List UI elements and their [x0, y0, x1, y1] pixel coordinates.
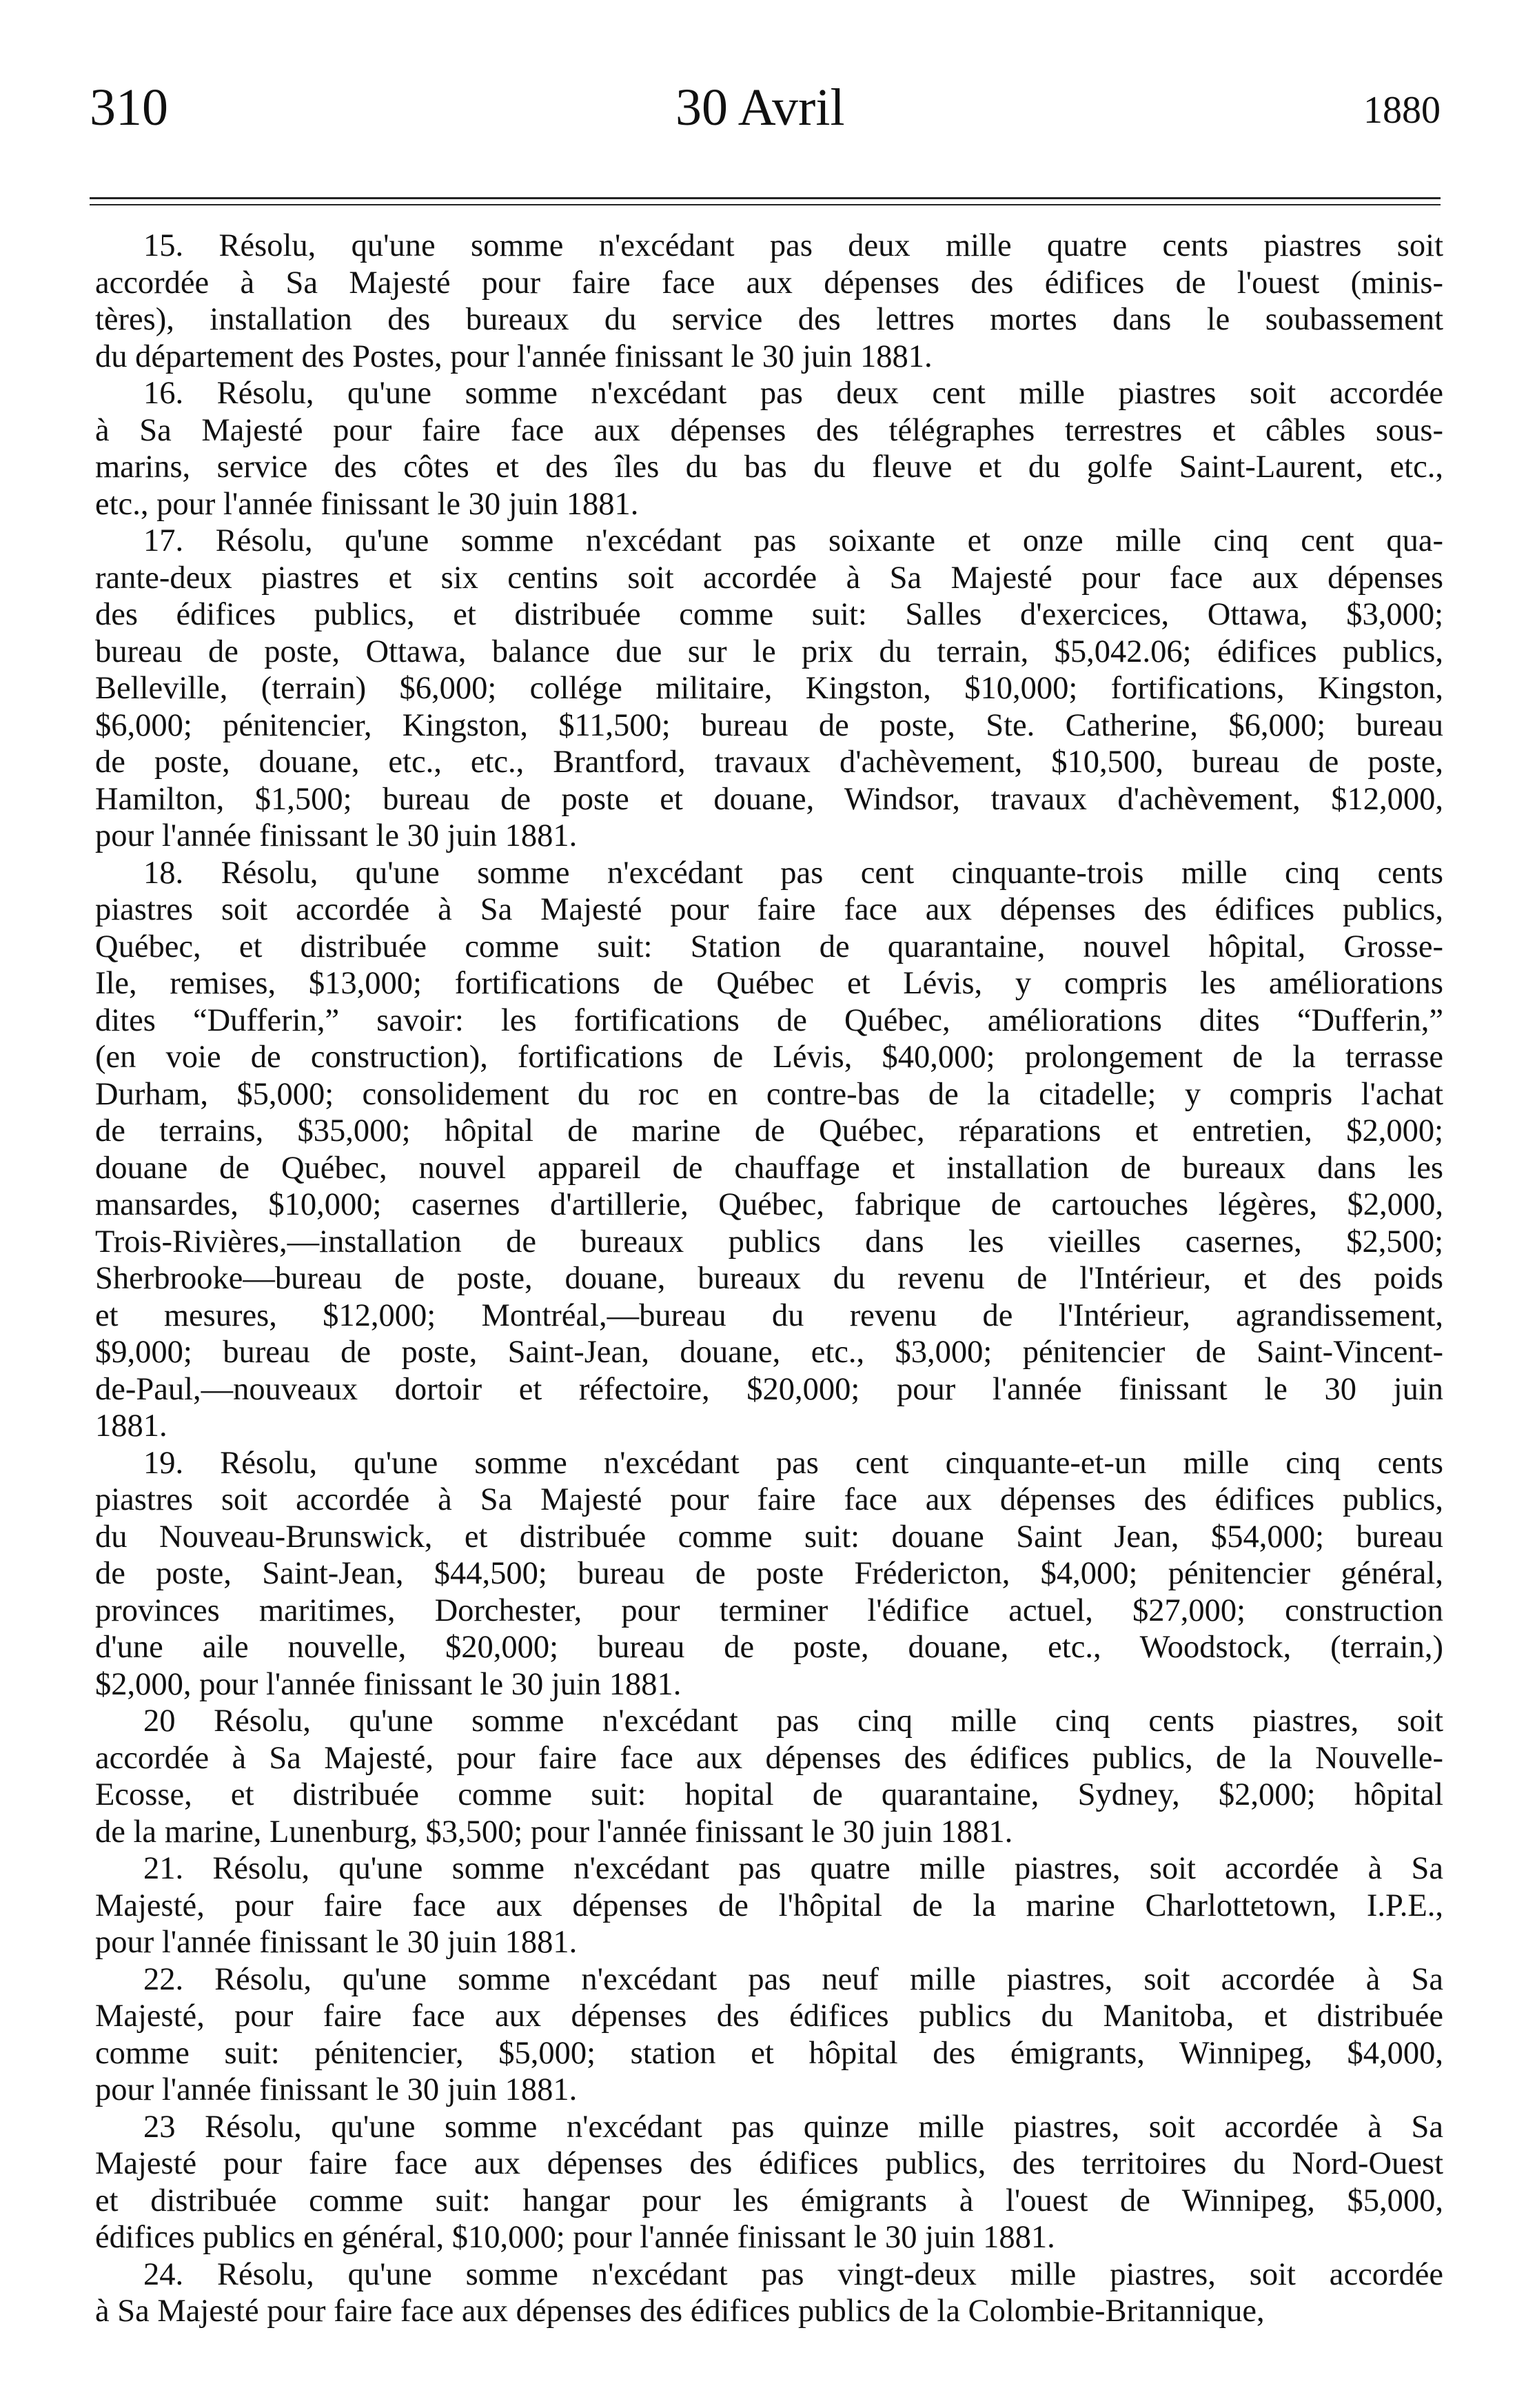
text-line: 18. Résolu, qu'une somme n'excédant pas cent cinquante-trois mille cinq cents	[143, 855, 1443, 891]
text-line: d'une aile nouvelle, $20,000; bureau de poste, douane, etc., Woodstock, (terrain,)	[95, 1630, 1443, 1665]
text-line: Ile, remises, $13,000; fortifications de Québec et Lévis, y compris les améliorations	[95, 966, 1443, 1001]
text-line: 22. Résolu, qu'une somme n'excédant pas neuf mille piastres, soit accordée à Sa	[143, 1961, 1443, 1997]
text-line: tères), installation des bureaux du service des lettres mortes dans le soubassement	[95, 302, 1443, 337]
text-line: $6,000; pénitencier, Kingston, $11,500; bureau de poste, Ste. Catherine, $6,000; bureau	[95, 707, 1443, 743]
text-line: 1881.	[95, 1408, 167, 1444]
date-text: 30 Avril	[675, 79, 845, 136]
text-line: etc., pour l'année finissant le 30 juin 1881.	[95, 486, 639, 522]
text-line: douane de Québec, nouvel appareil de chauffage et installation de bureaux dans les	[95, 1150, 1443, 1186]
text-line: Majesté, pour faire face aux dépenses des édifices publics du Manitoba, et distribuée	[95, 1999, 1443, 2034]
text-line: et distribuée comme suit: hangar pour les émigrants à l'ouest de Winnipeg, $5,000,	[95, 2183, 1443, 2218]
text-line: de terrains, $35,000; hôpital de marine de Québec, réparations et entretien, $2,000;	[95, 1113, 1443, 1149]
text-line: accordée à Sa Majesté pour faire face aux dépenses des édifices de l'ouest (minis-	[95, 265, 1443, 301]
text-line: comme suit: pénitencier, $5,000; station et hôpital des émigrants, Winnipeg, $4,000,	[95, 2035, 1443, 2071]
text-line: rante-deux piastres et six centins soit accordée à Sa Majesté pour face aux dépenses	[95, 560, 1443, 596]
page-date	[675, 81, 845, 134]
resolution-paragraph	[95, 375, 1443, 523]
header-rule-top	[90, 197, 1441, 199]
text-line: mansardes, $10,000; casernes d'artillerie, Québec, fabrique de cartouches légères, $2,000,	[95, 1187, 1443, 1222]
resolution-paragraph	[95, 1445, 1443, 1703]
text-line: de poste, Saint-Jean, $44,500; bureau de poste Frédericton, $4,000; pénitencier général,	[95, 1556, 1443, 1591]
text-line: et mesures, $12,000; Montréal,—bureau du revenu de l'Intérieur, agrandissement,	[95, 1297, 1443, 1333]
text-line: 17. Résolu, qu'une somme n'excédant pas soixante et onze mille cinq cent qua-	[143, 523, 1443, 558]
text-line: 20 Résolu, qu'une somme n'excédant pas cinq mille cinq cents piastres, soit	[143, 1703, 1443, 1739]
text-line: à Sa Majesté pour faire face aux dépenses des télégraphes terrestres et câbles sous-	[95, 412, 1443, 448]
text-line: Sherbrooke—bureau de poste, douane, bureaux du revenu de l'Intérieur, et des poids	[95, 1261, 1443, 1296]
text-line: 23 Résolu, qu'une somme n'excédant pas quinze mille piastres, soit accordée à Sa	[143, 2109, 1443, 2145]
text-line: 19. Résolu, qu'une somme n'excédant pas cent cinquante-et-un mille cinq cents	[143, 1445, 1443, 1481]
text-line: dites “Dufferin,” savoir: les fortifications de Québec, améliorations dites “Dufferin,”	[95, 1002, 1443, 1038]
resolution-paragraph	[95, 1703, 1443, 1850]
text-line: Durham, $5,000; consolidement du roc en contre-bas de la citadelle; y compris l'achat	[95, 1076, 1443, 1112]
text-line: Majesté, pour faire face aux dépenses de l'hôpital de la marine Charlottetown, I.P.E.,	[95, 1888, 1443, 1923]
text-line: 24. Résolu, qu'une somme n'excédant pas vingt-deux mille piastres, soit accordée	[143, 2256, 1443, 2292]
text-line: du Nouveau-Brunswick, et distribuée comme suit: douane Saint Jean, $54,000; bureau	[95, 1519, 1443, 1555]
resolution-paragraph	[95, 1961, 1443, 2109]
text-line: Majesté pour faire face aux dépenses des édifices publics, des territoires du Nord-Ouest	[95, 2146, 1443, 2181]
text-line: pour l'année finissant le 30 juin 1881.	[95, 818, 578, 853]
text-line: Trois-Rivières,—installation de bureaux publics dans les vieilles casernes, $2,500;	[95, 1224, 1443, 1259]
resolution-paragraph	[95, 855, 1443, 1445]
text-line: à Sa Majesté pour faire face aux dépenses des édifices publics de la Colombie-Britannique,	[95, 2294, 1265, 2329]
text-line: $9,000; bureau de poste, Saint-Jean, douane, etc., $3,000; pénitencier de Saint-Vincent-	[95, 1335, 1443, 1370]
document-body	[95, 227, 1443, 2330]
text-line: pour l'année finissant le 30 juin 1881.	[95, 1925, 578, 1960]
text-line: Québec, et distribuée comme suit: Station de quarantaine, nouvel hôpital, Grosse-	[95, 929, 1443, 964]
text-line: 15. Résolu, qu'une somme n'excédant pas deux mille quatre cents piastres soit	[143, 228, 1443, 263]
text-line: Belleville, (terrain) $6,000; collége militaire, Kingston, $10,000; fortifications, Kingston,	[95, 671, 1443, 706]
resolution-paragraph	[95, 227, 1443, 375]
text-line: Ecosse, et distribuée comme suit: hopital de quarantaine, Sydney, $2,000; hôpital	[95, 1777, 1443, 1812]
header-rule-bottom	[90, 204, 1441, 205]
text-line: 16. Résolu, qu'une somme n'excédant pas deux cent mille piastres soit accordée	[143, 376, 1443, 411]
resolution-paragraph	[95, 523, 1443, 855]
text-line: de la marine, Lunenburg, $3,500; pour l'année finissant le 30 juin 1881.	[95, 1814, 1013, 1850]
resolution-paragraph	[95, 2109, 1443, 2256]
resolution-paragraph	[95, 2256, 1443, 2330]
page-number: 310	[90, 79, 168, 136]
text-line: $2,000, pour l'année finissant le 30 juin 1881.	[95, 1666, 682, 1702]
text-line: (en voie de construction), fortifications de Lévis, $40,000; prolongement de la terrasse	[95, 1040, 1443, 1075]
resolution-paragraph	[95, 1850, 1443, 1961]
text-line: 21. Résolu, qu'une somme n'excédant pas quatre mille piastres, soit accordée à Sa	[143, 1851, 1443, 1886]
page-year: 1880	[1363, 89, 1441, 132]
text-line: de poste, douane, etc., etc., Brantford, travaux d'achèvement, $10,500, bureau de poste,	[95, 745, 1443, 780]
text-line: accordée à Sa Majesté, pour faire face aux dépenses des édifices publics, de la Nouvelle-	[95, 1740, 1443, 1776]
text-line: édifices publics en général, $10,000; pour l'année finissant le 30 juin 1881.	[95, 2220, 1055, 2255]
text-line: bureau de poste, Ottawa, balance due sur le prix du terrain, $5,042.06; édifices publics,	[95, 634, 1443, 669]
text-line: piastres soit accordée à Sa Majesté pour faire face aux dépenses des édifices publics,	[95, 892, 1443, 927]
text-line: provinces maritimes, Dorchester, pour terminer l'édifice actuel, $27,000; construction	[95, 1592, 1443, 1628]
page-header	[90, 81, 1441, 143]
text-line: de-Paul,—nouveaux dortoir et réfectoire, $20,000; pour l'année finissant le 30 juin	[95, 1371, 1443, 1407]
text-line: du département des Postes, pour l'année finissant le 30 juin 1881.	[95, 338, 933, 374]
text-line: marins, service des côtes et des îles du bas du fleuve et du golfe Saint-Laurent, etc.,	[95, 449, 1443, 485]
text-line: pour l'année finissant le 30 juin 1881.	[95, 2072, 578, 2107]
text-line: Hamilton, $1,500; bureau de poste et douane, Windsor, travaux d'achèvement, $12,000,	[95, 781, 1443, 817]
text-line: piastres soit accordée à Sa Majesté pour faire face aux dépenses des édifices publics,	[95, 1482, 1443, 1517]
text-line: des édifices publics, et distribuée comme suit: Salles d'exercices, Ottawa, $3,000;	[95, 597, 1443, 632]
